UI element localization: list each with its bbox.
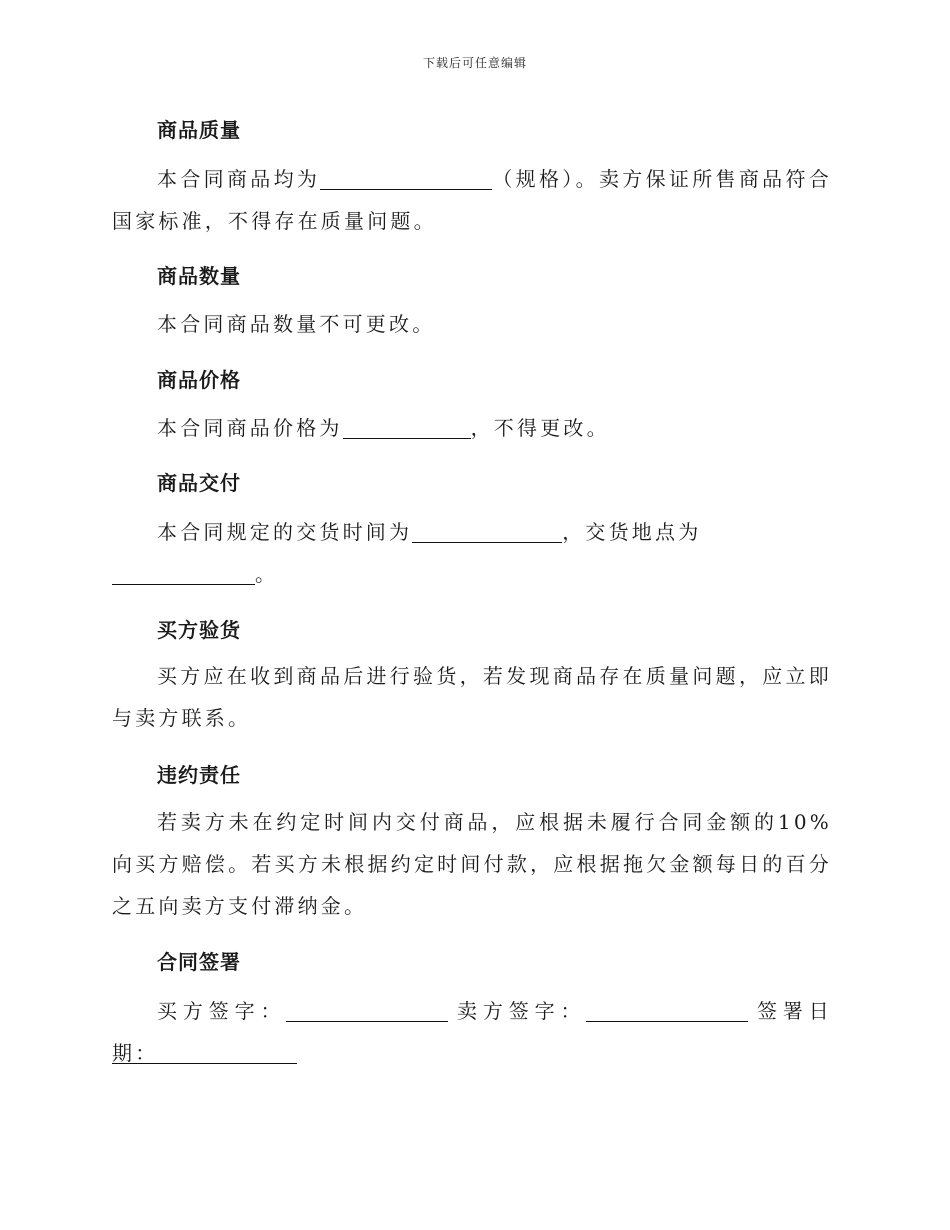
heading-delivery: 商品交付 bbox=[157, 471, 241, 495]
spec-blank[interactable] bbox=[320, 165, 492, 190]
buyer-signature-blank[interactable] bbox=[286, 997, 448, 1022]
delivery-text-after: 。 bbox=[255, 562, 279, 586]
quality-text-after: （规格）。卖方保证所售商品符合国家标准，不得存在质量问题。 bbox=[112, 167, 833, 233]
quality-text-before: 本合同商品均为 bbox=[157, 167, 321, 191]
heading-quantity: 商品数量 bbox=[157, 264, 241, 288]
seller-signature-blank[interactable] bbox=[586, 997, 748, 1022]
price-text-after: ，不得更改。 bbox=[470, 416, 610, 440]
paragraph-quality bbox=[112, 158, 832, 242]
buyer-sign-label: 买方签字： bbox=[157, 999, 287, 1023]
heading-liability: 违约责任 bbox=[157, 763, 241, 787]
paragraph-liability: 若卖方未在约定时间内交付商品，应根据未履行合同金额的10%向买方赔偿。若买方未根据约定时间付款，应根据拖欠金额每日的百分之五向卖方支付滞纳金。 bbox=[112, 810, 832, 918]
paragraph-delivery bbox=[112, 511, 832, 553]
delivery-text-before: 本合同规定的交货时间为 bbox=[157, 520, 413, 544]
delivery-text-between: ，交货地点为 bbox=[562, 520, 702, 544]
delivery-place-blank[interactable] bbox=[112, 560, 255, 585]
heading-inspection: 买方验货 bbox=[157, 618, 241, 642]
sign-date-label: 签署日期： bbox=[112, 999, 833, 1065]
seller-sign-label: 卖方签字： bbox=[454, 999, 587, 1023]
paragraph-inspection: 买方应在收到商品后进行验货，若发现商品存在质量问题，应立即与卖方联系。 bbox=[112, 664, 832, 730]
heading-signing: 合同签署 bbox=[157, 950, 241, 974]
paragraph-delivery-cont bbox=[112, 553, 832, 595]
paragraph-price bbox=[112, 407, 832, 449]
paragraph-signing-cont bbox=[112, 1032, 832, 1074]
paragraph-quantity: 本合同商品数量不可更改。 bbox=[157, 312, 436, 336]
heading-price: 商品价格 bbox=[157, 368, 241, 392]
sign-date-blank[interactable] bbox=[112, 1039, 297, 1064]
page-header-note: 下载后可任意编辑 bbox=[422, 56, 527, 70]
heading-quality: 商品质量 bbox=[157, 118, 241, 142]
delivery-time-blank[interactable] bbox=[412, 518, 562, 543]
price-blank[interactable] bbox=[343, 414, 471, 439]
price-text-before: 本合同商品价格为 bbox=[157, 416, 343, 440]
